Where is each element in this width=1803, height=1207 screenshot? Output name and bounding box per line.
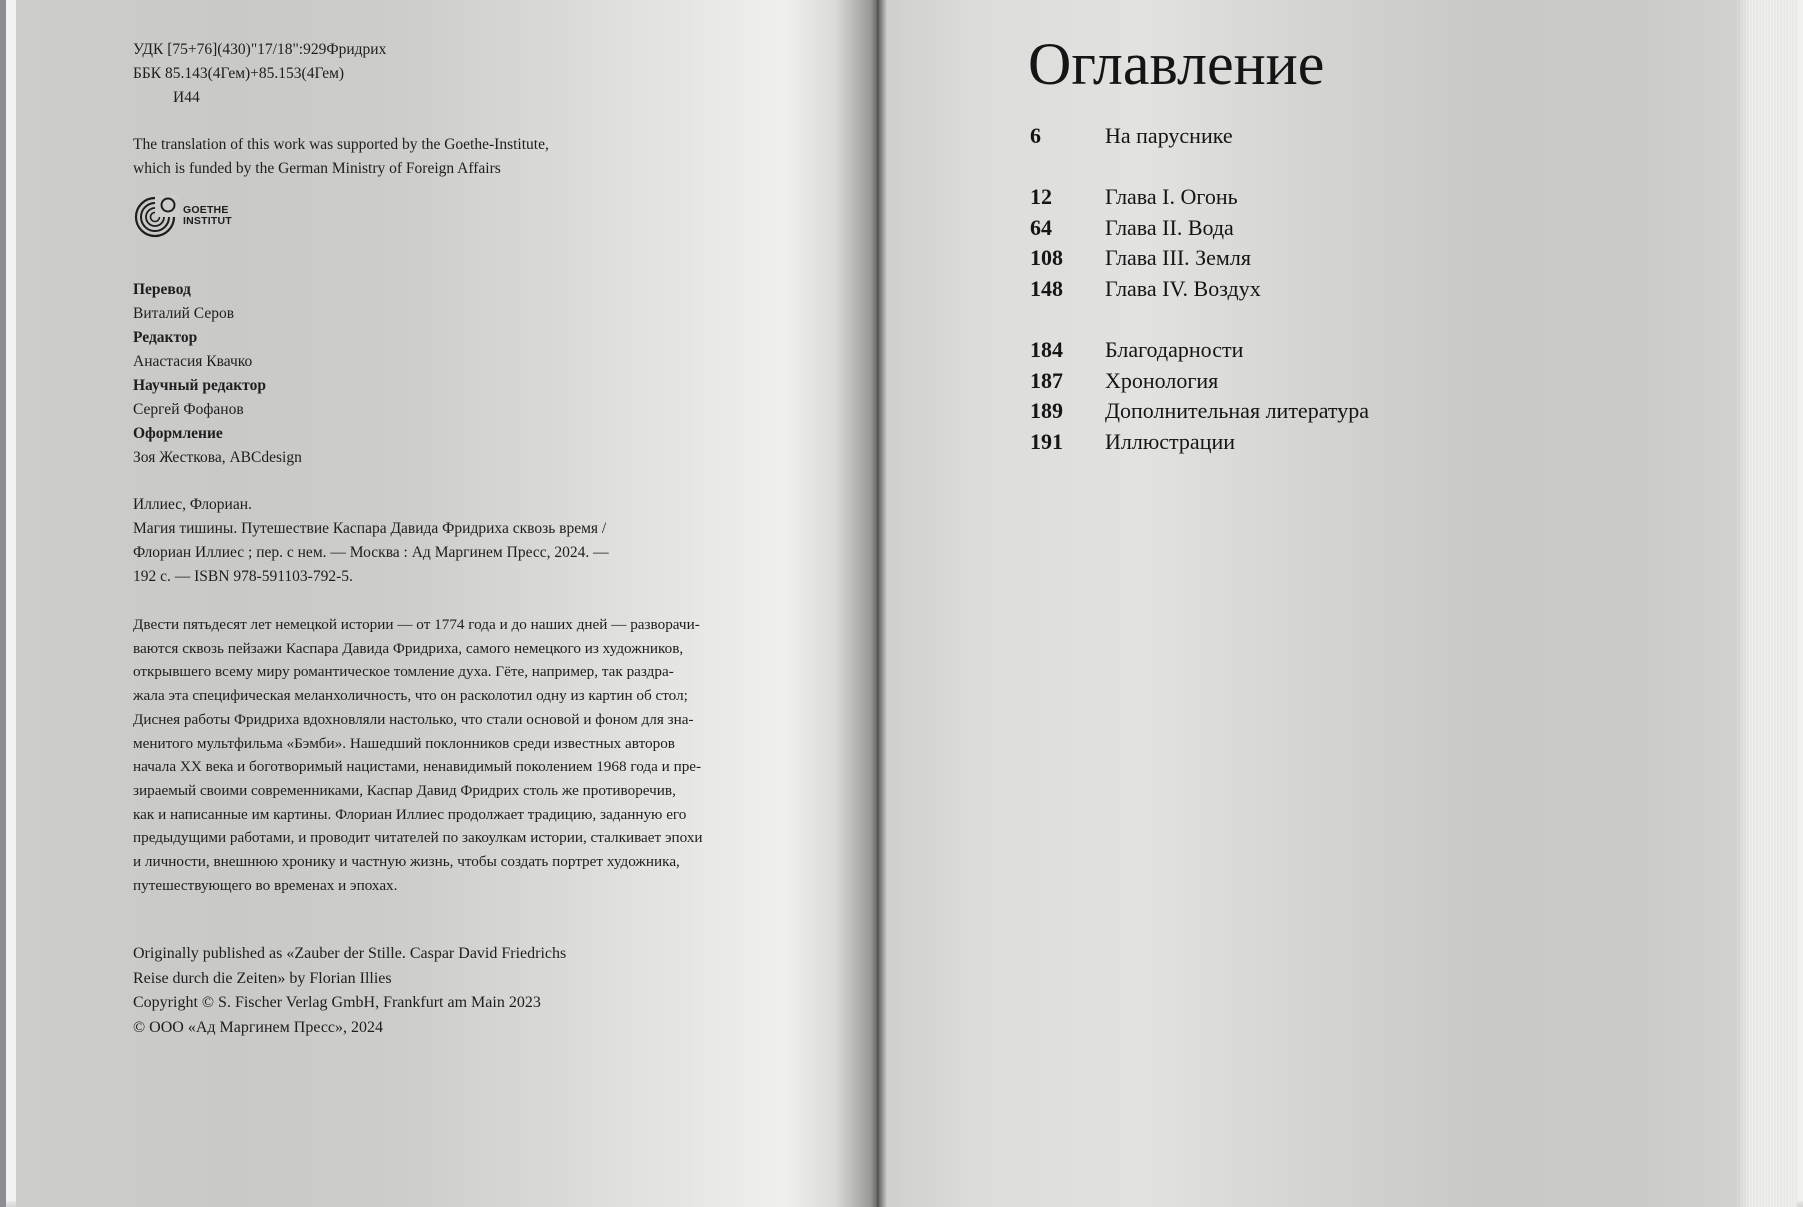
annotation-line: жала эта специфическая меланхоличность, что он расколотил одну из картин об стол; bbox=[133, 687, 688, 705]
toc-entry-title: Глава II. Вода bbox=[1105, 215, 1234, 240]
toc-entry-title: Глава III. Земля bbox=[1105, 245, 1251, 270]
credit-name: Виталий Серов bbox=[133, 305, 235, 322]
original-line: Originally published as «Zauber der Stille. Caspar David Friedrichs bbox=[133, 945, 567, 962]
goethe-logo-icon bbox=[133, 193, 179, 239]
toc-page-number: 108 bbox=[1030, 245, 1063, 270]
goethe-logo-text bbox=[183, 205, 232, 227]
toc-entry bbox=[1030, 274, 1261, 304]
annotation-line: менитого мультфильма «Бэмби». Нашедший поклонников среди известных авторов bbox=[133, 734, 675, 752]
toc-entry-title: Иллюстрации bbox=[1105, 429, 1236, 454]
toc-page-number: 191 bbox=[1030, 429, 1063, 454]
original-line: © ООО «Ад Маргинем Пресс», 2024 bbox=[133, 1018, 384, 1036]
toc-entry bbox=[1030, 243, 1251, 273]
annotation-line: начала XX века и боготворимый нацистами, ненавидимый поколением 1968 года и пре- bbox=[133, 758, 702, 776]
toc-entry-title: Хронология bbox=[1105, 368, 1219, 393]
toc-page-number: 6 bbox=[1030, 123, 1041, 148]
toc-entry-title: Благодарности bbox=[1105, 337, 1244, 362]
goethe-institut-logo bbox=[133, 193, 232, 239]
credit-name: Сергей Фофанов bbox=[133, 401, 244, 418]
toc-page-number: 148 bbox=[1030, 276, 1063, 301]
annotation-line: Диснея работы Фридриха вдохновляли настолько, что стали основой и фоном для зна- bbox=[133, 710, 694, 728]
right-page bbox=[887, 0, 1737, 1207]
toc-page-number: 189 bbox=[1030, 398, 1063, 423]
credit-name: Зоя Жесткова, ABCdesign bbox=[133, 449, 302, 466]
support-line: The translation of this work was supported by the Goethe-Institute, bbox=[133, 136, 549, 153]
annotation-line: открывшего всему миру романтическое томление духа. Гёте, например, так раздра- bbox=[133, 663, 674, 681]
toc-page-number: 187 bbox=[1030, 368, 1063, 393]
annotation-line: Двести пятьдесят лет немецкой истории — от 1774 года и до наших дней — разворачи- bbox=[133, 616, 700, 633]
support-note bbox=[133, 133, 549, 181]
logo-line: INSTITUT bbox=[183, 215, 232, 227]
credit-role: Научный редактор bbox=[133, 377, 266, 394]
credit-role: Оформление bbox=[133, 425, 223, 442]
original-line: Reise durch die Zeiten» by Florian Illies bbox=[133, 969, 392, 987]
toc-entry bbox=[1030, 396, 1369, 426]
annotation bbox=[133, 613, 805, 897]
page-block-edges bbox=[1737, 0, 1797, 1207]
toc-entry-title: Глава IV. Воздух bbox=[1105, 276, 1261, 301]
toc-entry bbox=[1030, 182, 1238, 212]
original-publication bbox=[133, 942, 566, 1040]
credit-role: Перевод bbox=[133, 281, 191, 298]
toc-page-number: 184 bbox=[1030, 337, 1063, 362]
toc-entry bbox=[1030, 366, 1218, 396]
credits bbox=[133, 278, 302, 470]
logo-line: GOETHE bbox=[183, 204, 229, 216]
annotation-line: зираемый своими современниками, Каспар Давид Фридрих столь же противоречив, bbox=[133, 781, 676, 799]
toc-entry bbox=[1030, 121, 1233, 151]
toc-entry-title: На паруснике bbox=[1105, 123, 1233, 148]
toc-page-number: 12 bbox=[1030, 184, 1052, 209]
toc-title: Оглавление bbox=[1028, 31, 1325, 97]
book-gutter bbox=[877, 0, 887, 1207]
annotation-line: и личности, внешнюю хронику и частную жизнь, чтобы создать портрет художника, bbox=[133, 853, 680, 871]
toc-page-number: 64 bbox=[1030, 215, 1052, 240]
support-line: which is funded by the German Ministry of Foreign Affairs bbox=[133, 160, 501, 177]
toc-entry-title: Дополнительная литература bbox=[1105, 398, 1369, 423]
annotation-line: как и написанные им картины. Флориан Иллиес продолжает традицию, заданную его bbox=[133, 805, 687, 823]
toc-entry bbox=[1030, 213, 1234, 243]
toc-entry-title: Глава I. Огонь bbox=[1105, 184, 1238, 209]
annotation-line: ваются сквозь пейзажи Каспара Давида Фридриха, самого немецкого из художников, bbox=[133, 639, 684, 657]
biblio-line: Иллиес, Флориан. bbox=[133, 496, 252, 513]
biblio-line: 192 с. — ISBN 978-591103-792-5. bbox=[133, 568, 353, 585]
catalog-codes bbox=[133, 38, 386, 110]
biblio-line: Магия тишины. Путешествие Каспара Давида Фридриха сквозь время / bbox=[133, 520, 607, 537]
cutter-code: И44 bbox=[173, 89, 200, 106]
bbk-code: ББК 85.143(4Гем)+85.153(4Гем) bbox=[133, 65, 345, 82]
udk-code: УДК [75+76](430)"17/18":929Фридрих bbox=[133, 41, 387, 58]
annotation-line: путешествующего во временах и эпохах. bbox=[133, 876, 398, 894]
toc-entry bbox=[1030, 335, 1243, 365]
credit-name: Анастасия Квачко bbox=[133, 353, 253, 370]
bibliographic-record bbox=[133, 493, 609, 589]
biblio-line: Флориан Иллиес ; пер. с нем. — Москва : Ад Маргинем Пресс, 2024. — bbox=[133, 544, 609, 561]
credit-role: Редактор bbox=[133, 329, 198, 346]
original-line: Copyright © S. Fischer Verlag GmbH, Frankfurt am Main 2023 bbox=[133, 994, 541, 1011]
annotation-line: предыдущими работами, и проводит читателей по закоулкам истории, сталкивает эпохи bbox=[133, 829, 703, 847]
toc-entry bbox=[1030, 427, 1235, 457]
